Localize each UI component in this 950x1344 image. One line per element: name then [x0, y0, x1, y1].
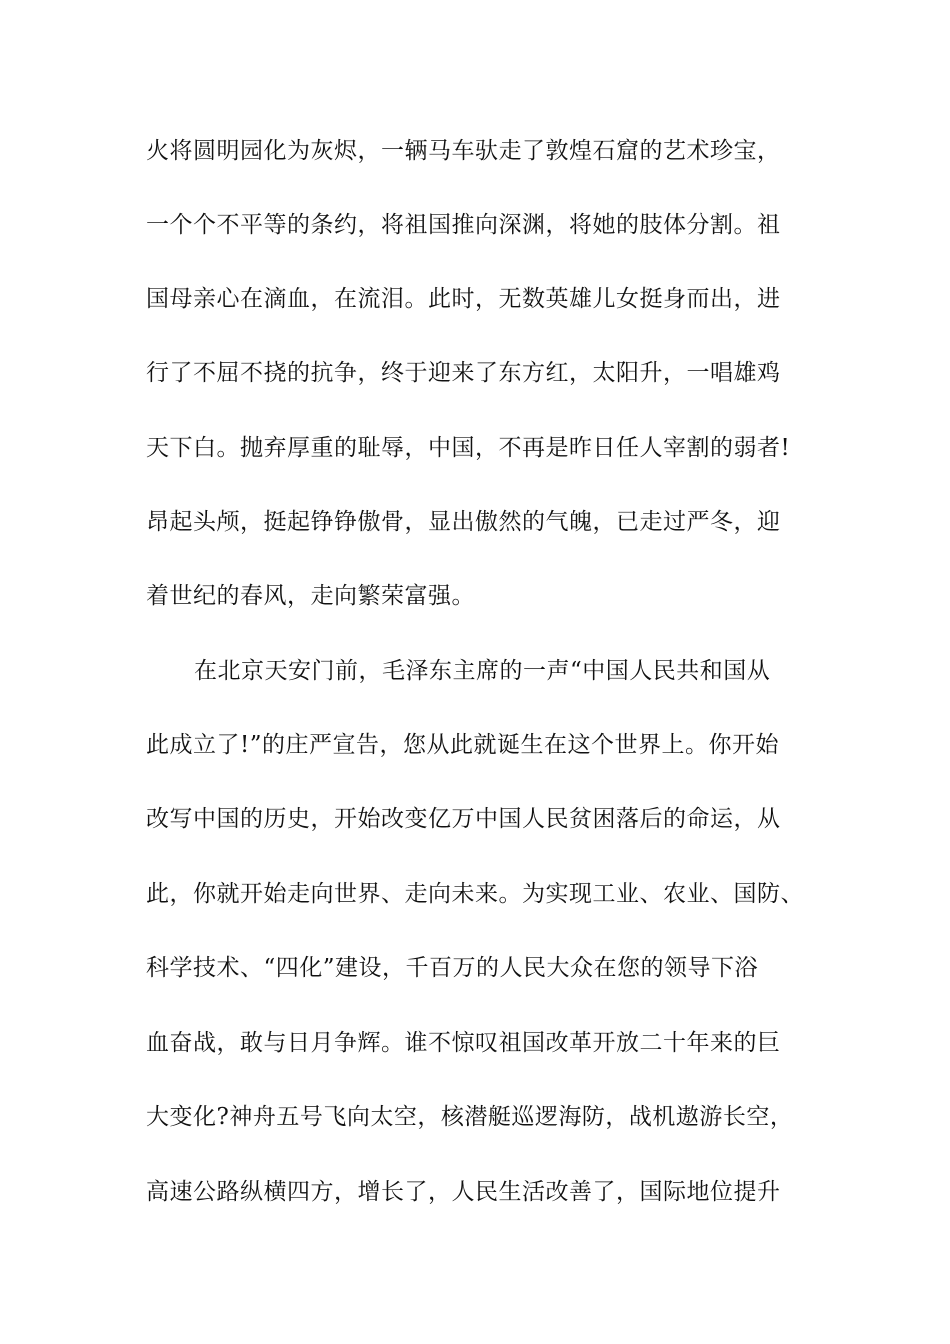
- paragraph-2-line-4: 此，你就开始走向世界、走向未来。为实现工业、农业、国防、: [146, 881, 804, 907]
- paragraph-1-line-4: 行了不屈不挠的抗争，终于迎来了东方红，太阳升，一唱雄鸡: [146, 360, 781, 386]
- paragraph-2-line-6: 血奋战，敢与日月争辉。谁不惊叹祖国改革开放二十年来的巨: [146, 1030, 781, 1056]
- paragraph-1-line-7: 着世纪的春风，走向繁荣富强。: [146, 583, 475, 609]
- paragraph-1-line-2: 一个个不平等的条约，将祖国推向深渊，将她的肢体分割。祖: [146, 212, 781, 238]
- paragraph-2-line-2: 此成立了!”的庄严宣告，您从此就诞生在这个世界上。你开始: [146, 732, 780, 758]
- paragraph-2-line-1: 在北京天安门前，毛泽东主席的一声“中国人民共和国从: [194, 658, 771, 684]
- paragraph-2-line-5: 科学技术、“四化”建设，千百万的人民大众在您的领导下浴: [146, 955, 759, 981]
- paragraph-1-line-5: 天下白。抛弃厚重的耻辱，中国，不再是昨日任人宰割的弱者!: [146, 435, 791, 461]
- paragraph-2-line-8: 高速公路纵横四方，增长了，人民生活改善了，国际地位提升: [146, 1179, 781, 1205]
- paragraph-1-line-3: 国母亲心在滴血，在流泪。此时，无数英雄儿女挺身而出，进: [146, 286, 781, 312]
- paragraph-2-line-7: 大变化?神舟五号飞向太空，核潜艇巡逻海防，战机遨游长空，: [146, 1104, 794, 1130]
- paragraph-1-line-6: 昂起头颅，挺起铮铮傲骨，显出傲然的气魄，已走过严冬，迎: [146, 509, 781, 535]
- paragraph-2-line-3: 改写中国的历史，开始改变亿万中国人民贫困落后的命运，从: [146, 806, 781, 832]
- paragraph-1-line-1: 火将圆明园化为灰烬，一辆马车驮走了敦煌石窟的艺术珍宝，: [146, 138, 781, 164]
